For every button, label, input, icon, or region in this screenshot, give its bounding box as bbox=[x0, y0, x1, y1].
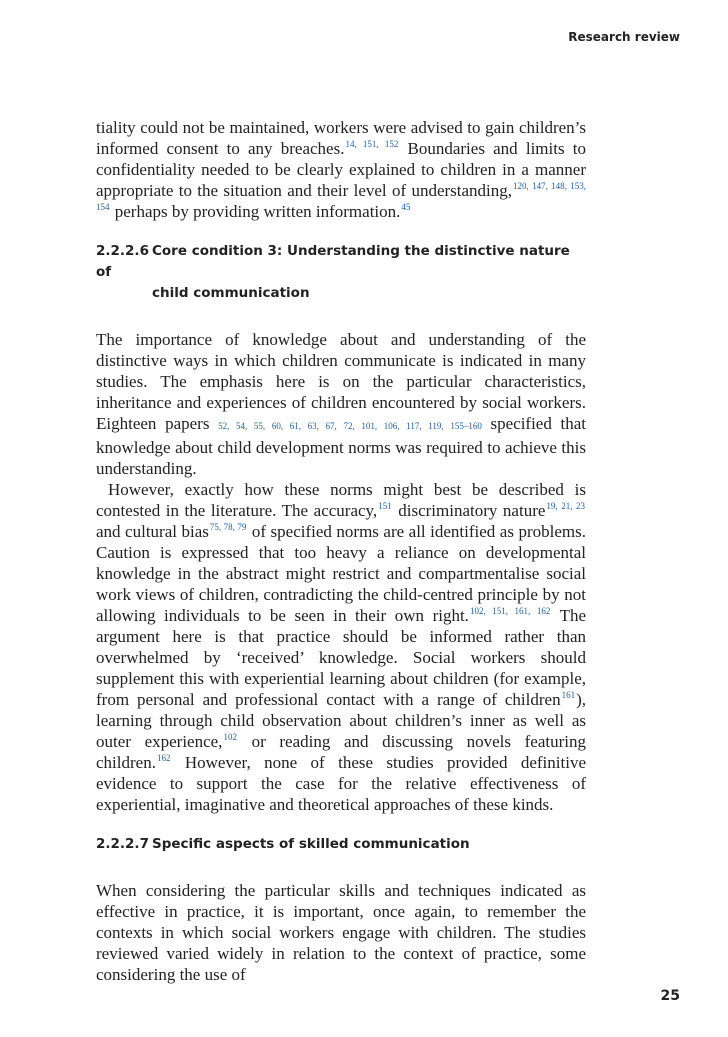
citation-ref: 75, 78, 79 bbox=[209, 522, 247, 532]
paragraph-text: specified that knowledge about child development norms was required to achieve this understanding. bbox=[96, 414, 586, 478]
citation-ref: 102 bbox=[223, 732, 237, 742]
citation-ref: 161 bbox=[561, 690, 576, 700]
running-head: Research review bbox=[568, 30, 680, 44]
citation-ref: 120, 147, 148, 153, 154 bbox=[96, 181, 586, 212]
paragraph-text: The importance of knowledge about and understanding of the distinctive ways in which children communicate is indicated in many studies. The emphasis here is on the particular characteristics, inheritance and experiences of children encountered by social workers. Eighteen papers bbox=[96, 330, 586, 433]
citation-ref: 52, 54, 55, 60, 61, 63, 67, 72, 101, 106, 117, 119, 155–160 bbox=[218, 421, 482, 431]
section-heading-2-2-2-6 bbox=[96, 241, 586, 304]
page-number: 25 bbox=[660, 988, 680, 1004]
citation-ref: 102, 151, 161, 162 bbox=[469, 606, 551, 616]
paragraph-text: ), learning through child observation about children’s inner as well as outer experience, bbox=[96, 690, 586, 751]
page-content bbox=[96, 117, 586, 985]
paragraph-text: of specified norms are all identified as problems. Caution is expressed that too heavy a reliance on developmental knowledge in the abstract might restrict and compartmentalise social work views of children, contradicting the child-centred principle by not allowing individuals to be seen in their own right. bbox=[96, 522, 586, 625]
citation-ref: 19, 21, 23 bbox=[546, 501, 585, 511]
section-number: 2.2.2.7 bbox=[96, 836, 149, 852]
section-heading-2-2-2-7 bbox=[96, 834, 586, 855]
citation-ref: 151 bbox=[378, 501, 392, 511]
section-title: Specific aspects of skilled communication bbox=[152, 836, 470, 852]
paragraph-skills bbox=[96, 880, 586, 985]
section-title-line1: Core condition 3: Understanding the distinctive nature of bbox=[96, 243, 570, 280]
paragraph-text: tiality could not be maintained, workers were advised to gain children’s informed consent to any breaches. bbox=[96, 118, 586, 158]
paragraph-text: However, exactly how these norms might best be described is contested in the literature. The accuracy, bbox=[96, 480, 586, 520]
paragraph-confidentiality bbox=[96, 117, 586, 222]
paragraph-text: perhaps by providing written information. bbox=[110, 202, 401, 221]
paragraph-text: or reading and discussing novels featuring children. bbox=[96, 732, 587, 772]
paragraph-text: When considering the particular skills and techniques indicated as effective in practice, it is important, once again, to remember the contexts in which social workers engage with children. The studies reviewed varied widely in relation to the context of practice, some considering the use of bbox=[96, 881, 586, 984]
section-title-line2: child communication bbox=[152, 285, 310, 301]
paragraph-text: Boundaries and limits to confidentiality needed to be clearly explained to children in a manner appropriate to the situation and their level of understanding, bbox=[96, 139, 586, 200]
citation-ref: 14, 151, 152 bbox=[345, 139, 399, 149]
paragraph-text: The argument here is that practice should be informed rather than overwhelmed by ‘received’ knowledge. Social workers should supplement this with experiential learning about children (for example, from personal and professional contact with a range of children bbox=[96, 606, 587, 709]
paragraph-text: and cultural bias bbox=[96, 522, 209, 541]
citation-ref: 162 bbox=[156, 753, 171, 763]
citation-ref: 45 bbox=[401, 202, 411, 212]
paragraph-importance bbox=[96, 329, 586, 479]
section-number: 2.2.2.6 bbox=[96, 243, 149, 259]
paragraph-text: However, none of these studies provided definitive evidence to support the case for the relative effectiveness of experiential, imaginative and theoretical approaches of these kinds. bbox=[96, 753, 586, 814]
paragraph-norms bbox=[96, 479, 586, 815]
paragraph-text: discriminatory nature bbox=[392, 501, 546, 520]
